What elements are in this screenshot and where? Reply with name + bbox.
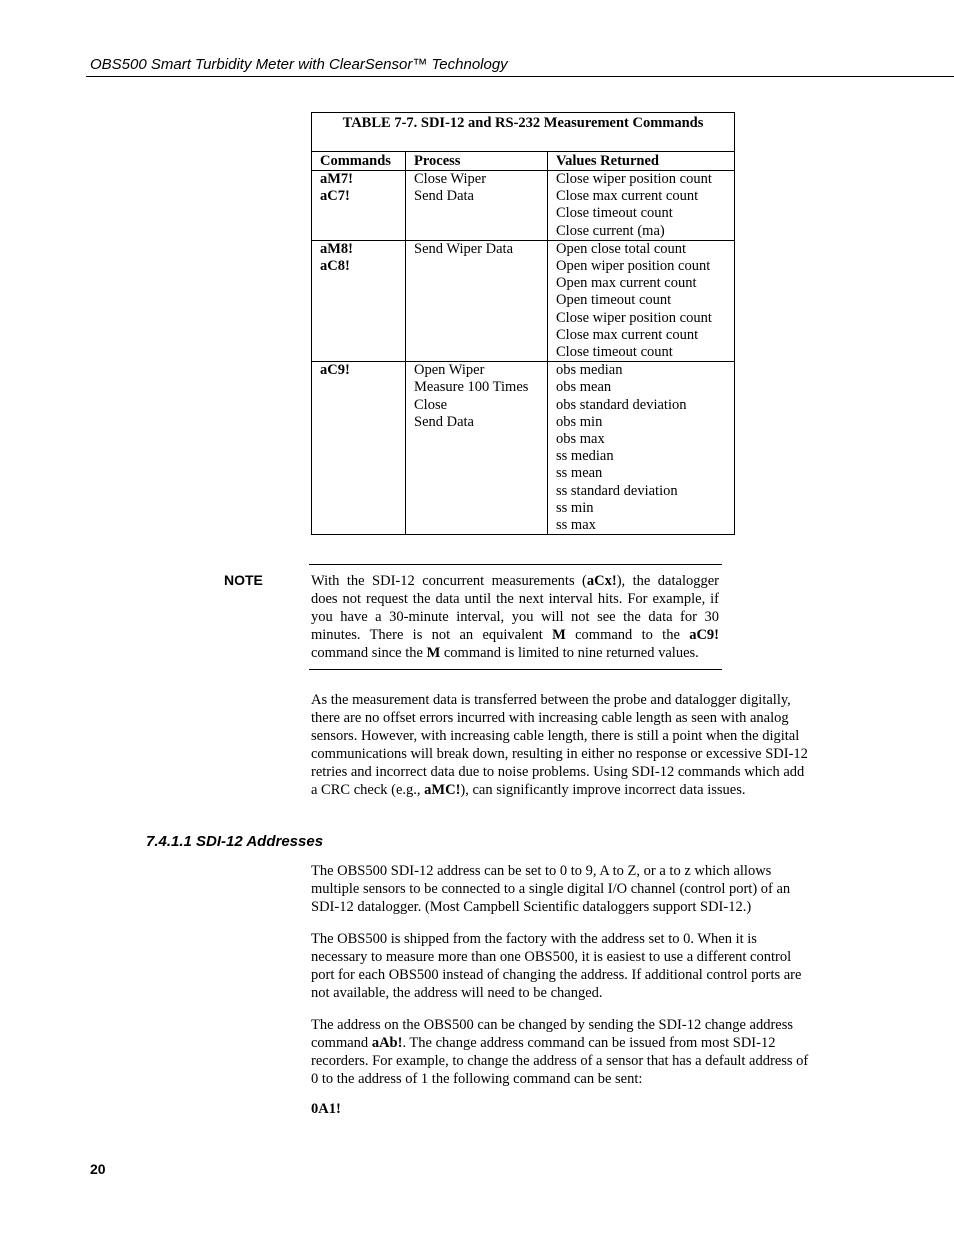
process-step: Send Wiper Data [414, 240, 514, 257]
process-step: Close Wiper [414, 171, 487, 187]
note-label: NOTE [224, 572, 263, 588]
value-item: ss median [556, 448, 614, 465]
value-item: Close timeout count [556, 205, 673, 222]
value-item: Open max current count [556, 275, 697, 292]
column-header-values-returned: Values Returned [548, 152, 735, 171]
note-bold-command: aC9! [689, 627, 719, 643]
paragraph-text-run: The address on the OBS500 can be changed by sending the SDI-12 change address command [311, 1017, 793, 1051]
table-row [312, 171, 735, 241]
measurement-commands-table-container [311, 112, 734, 535]
paragraph-address-range: The OBS500 SDI-12 address can be set to 0 to 9, A to Z, or a to z which allows multiple sensors to be connected to a single digital I/O channel (control port) of an SDI-12 datalogger. (Most Campbell Scientific dataloggers support SDI-12.) [311, 863, 791, 915]
command: aC8! [320, 258, 350, 275]
values-cell [548, 240, 735, 361]
table-caption-row [312, 113, 735, 152]
value-item: obs median [556, 362, 623, 379]
value-item: Open wiper position count [556, 258, 711, 275]
value-item: Close wiper position count [556, 309, 712, 326]
example-command: 0A1! [311, 1101, 341, 1117]
value-item: ss max [556, 517, 596, 534]
section-heading: 7.4.1.1 SDI-12 Addresses [146, 833, 324, 850]
value-item: ss mean [556, 465, 603, 482]
table-row [312, 362, 735, 535]
header-rule [86, 76, 954, 77]
note-bold-command: aCx! [586, 573, 617, 589]
value-item: Open timeout count [556, 292, 672, 309]
value-item: Open close total count [556, 240, 687, 257]
process-cell [406, 240, 548, 361]
value-item: Close wiper position count [556, 171, 712, 187]
note-text-run: command since the [311, 645, 427, 661]
paragraph-default-address: The OBS500 is shipped from the factory with the address set to 0. When it is necessary to measure more than one OBS500, it is easiest to use a different control port for each OBS500 instead of changing the address. If additional control ports are not available, the address will need to be changed. [311, 931, 802, 1001]
column-header-process: Process [406, 152, 548, 171]
command: aM7! [320, 171, 354, 187]
paragraph-text-run: As the measurement data is transferred between the probe and datalogger digitally, there are no offset errors incurred with increasing cable length as seen with analog sensors. However, with increasing cable length, there is still a point when the digital communications will break down, resulting in either no response or excessive SDI-12 retries and incorrect data due to noise problems. Using SDI-12 commands which add a CRC check (e.g., [311, 692, 808, 798]
note-text-run: command is limited to nine returned values. [440, 645, 699, 661]
running-header: OBS500 Smart Turbidity Meter with ClearSensor™ Technology [90, 56, 508, 73]
process-step: Open Wiper [414, 362, 485, 379]
table-header-row [312, 152, 735, 171]
command: aC7! [320, 188, 350, 205]
commands-cell [312, 171, 406, 241]
page-number: 20 [90, 1161, 106, 1177]
bold-command: aAb! [371, 1035, 403, 1051]
process-step: Measure 100 Times [414, 379, 529, 396]
paragraph-text-run: . The change address command can be issued from most SDI-12 recorders. For example, to change the address of a sensor that has a default address of 0 to the address of 1 the following command can be sent: [311, 1035, 809, 1087]
note-bold-command: M [426, 645, 441, 661]
note-bottom-rule [309, 669, 722, 670]
value-item: ss min [556, 499, 594, 516]
values-cell [548, 362, 735, 535]
paragraph-cable-length [311, 691, 811, 799]
note-text-run: command to the [565, 627, 690, 643]
table-row [312, 240, 735, 361]
commands-cell [312, 240, 406, 361]
value-item: ss standard deviation [556, 482, 678, 499]
value-item: obs min [556, 413, 603, 430]
process-step: Close [414, 396, 448, 413]
paragraph-change-address [311, 1016, 811, 1088]
commands-cell [312, 362, 406, 535]
note-text-run: With the SDI-12 concurrent measurements ( [311, 573, 587, 589]
note-bold-command: M [552, 627, 566, 643]
note-top-rule [309, 564, 722, 565]
bold-command: aMC! [424, 782, 461, 798]
column-header-commands: Commands [312, 152, 406, 171]
value-item: obs mean [556, 379, 612, 396]
values-cell [548, 171, 735, 241]
command: aC9! [320, 362, 350, 379]
table-caption: TABLE 7-7. SDI-12 and RS-232 Measurement Commands [312, 113, 735, 152]
note-text-run: ), the datalogger does not request the data until the next interval hits. For example, if you have a 30-minute interval, you will not see the data for 30 minutes. There is not an equivalent [311, 573, 719, 643]
process-cell [406, 362, 548, 535]
process-step: Send Data [414, 188, 474, 205]
paragraph-text-run: ), can significantly improve incorrect data issues. [460, 782, 746, 798]
value-item: Close current (ma) [556, 222, 665, 239]
process-cell [406, 171, 548, 241]
note-text [311, 572, 719, 662]
process-step: Send Data [414, 413, 474, 430]
value-item: obs max [556, 431, 605, 448]
value-item: Close max current count [556, 326, 699, 343]
measurement-commands-table [311, 112, 735, 535]
value-item: Close max current count [556, 188, 699, 205]
value-item: Close timeout count [556, 344, 673, 361]
command: aM8! [320, 240, 354, 257]
value-item: obs standard deviation [556, 396, 687, 413]
